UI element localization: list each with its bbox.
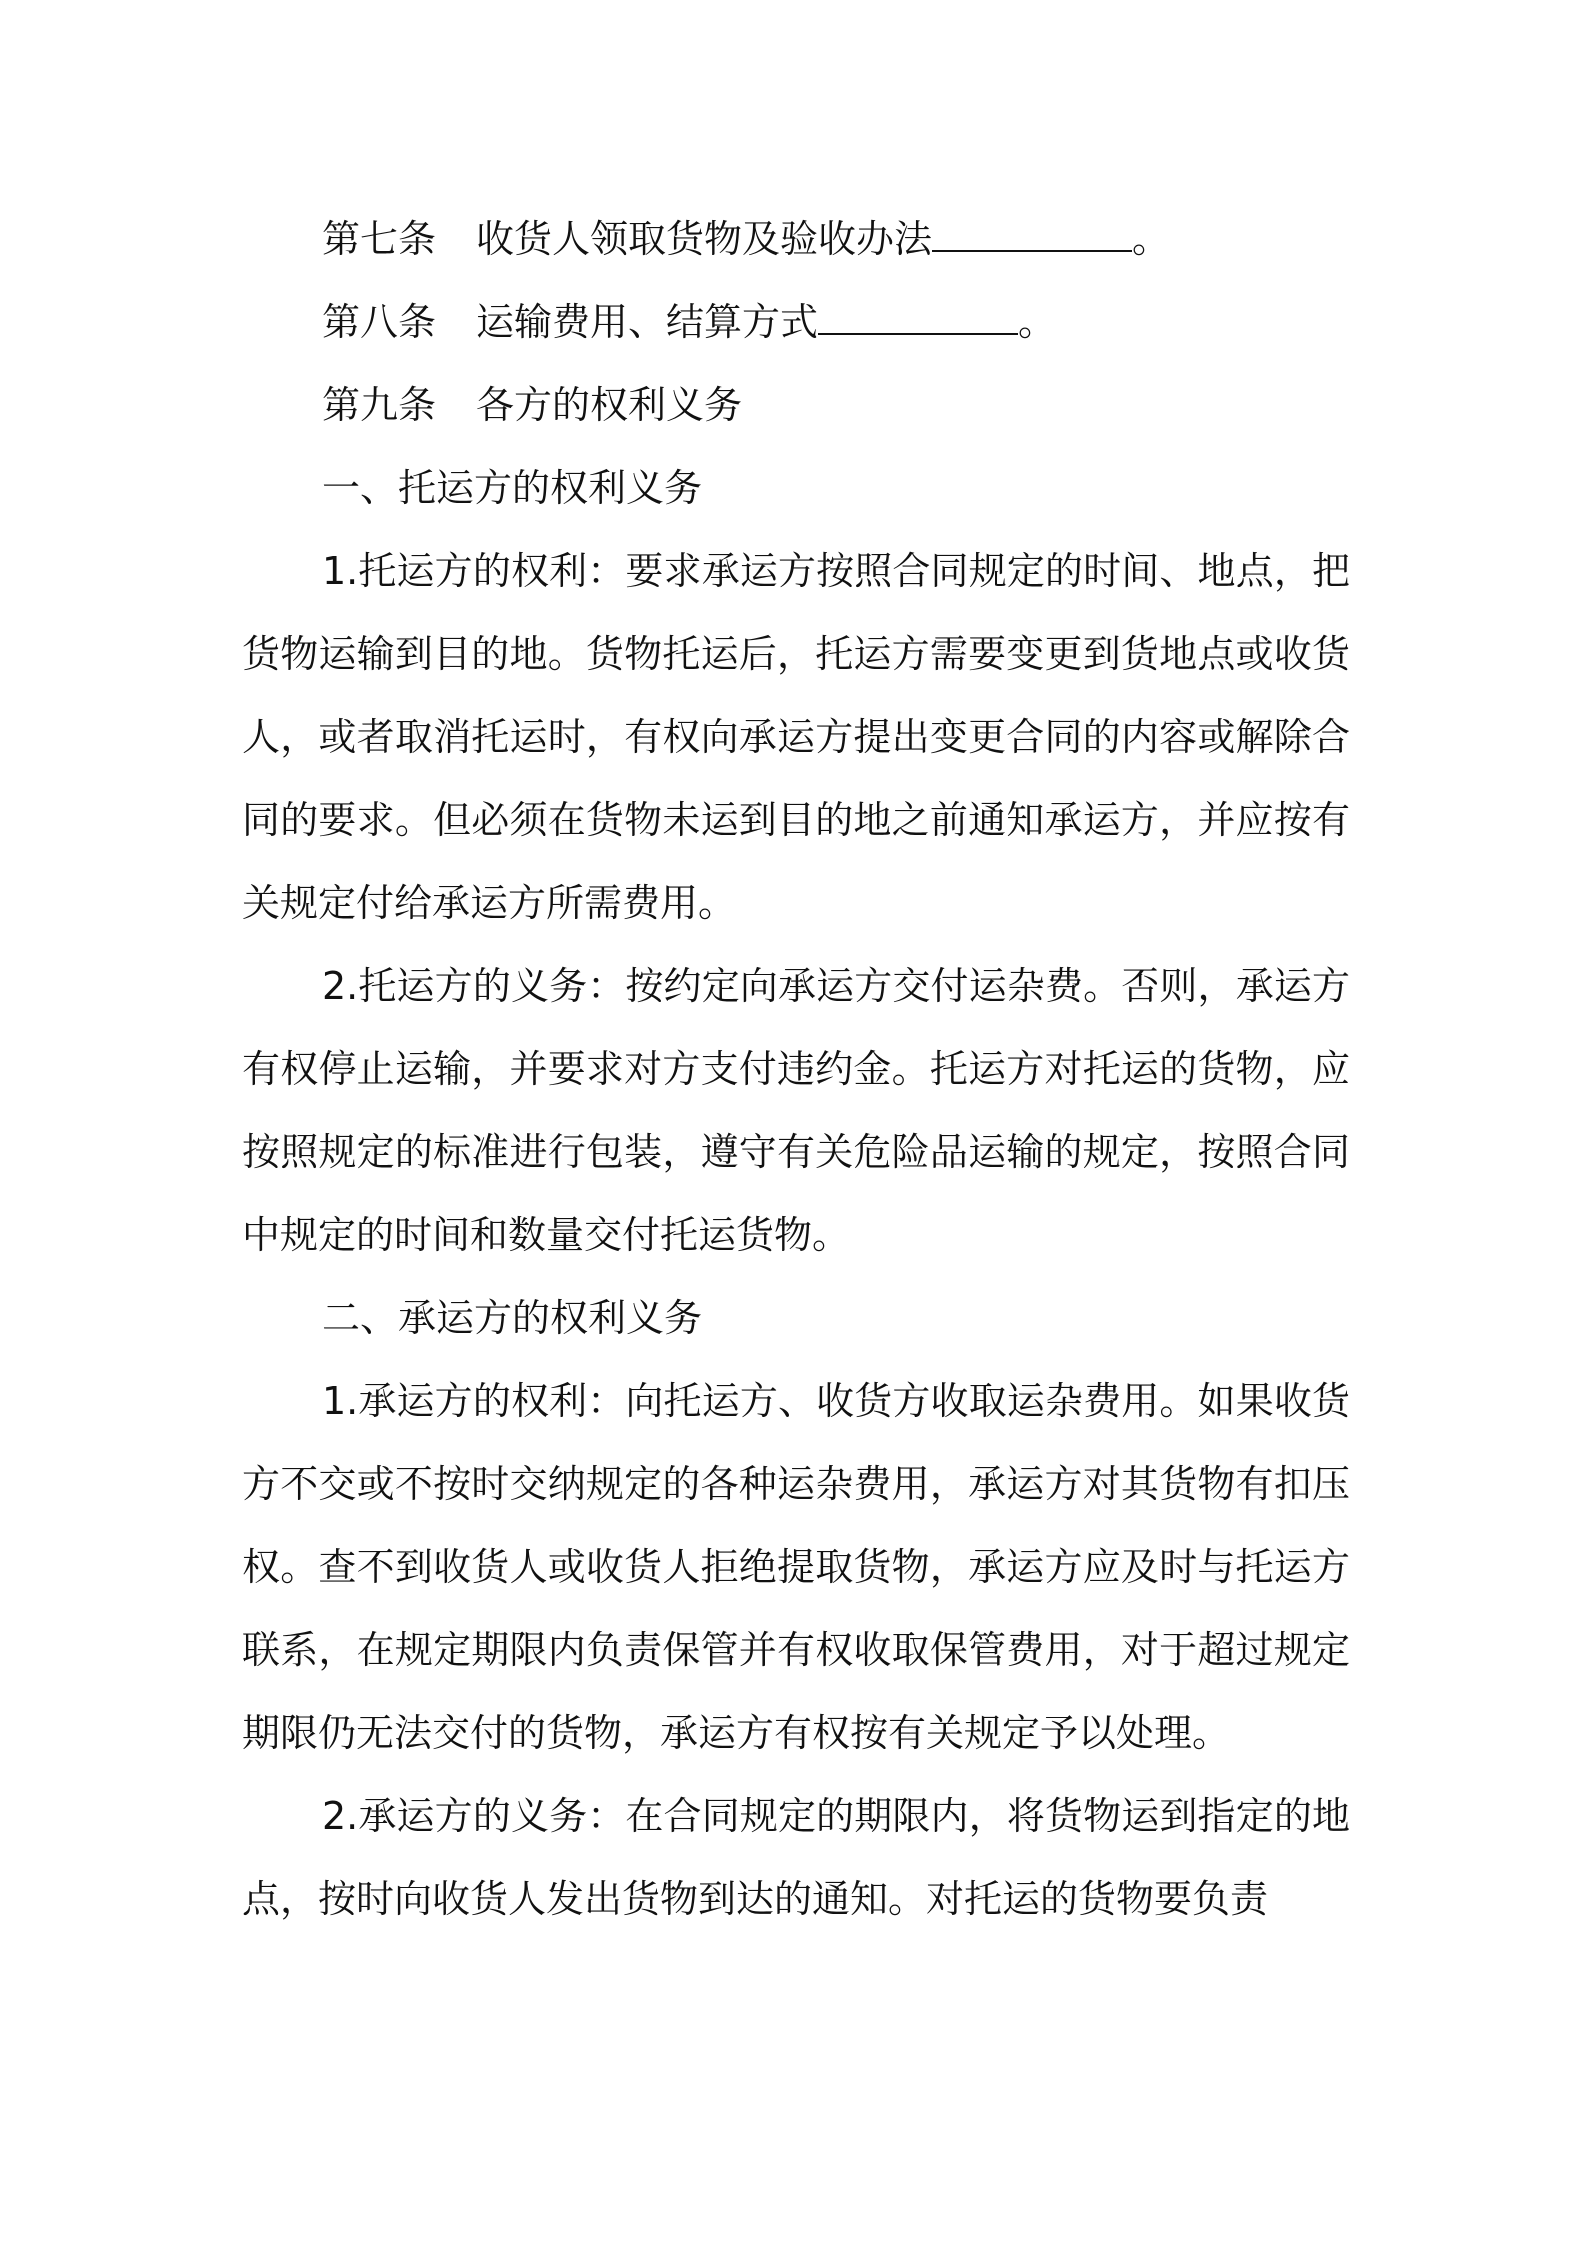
section-two-heading: 二、承运方的权利义务: [322, 1296, 703, 1340]
article-seventh-text: 收货人领取货物及验收办法: [476, 217, 933, 261]
article-eighth: [242, 281, 1350, 364]
article-ninth-label: 第九条: [322, 383, 437, 427]
section-two-item-1: 1.承运方的权利：向托运方、收货方收取运杂费用。如果收货方不交或不按时交纳规定的各种运杂费用，承运方对其货物有扣压权。查不到收货人或收货人拒绝提取货物，承运方应及时与托运方联系，在规定期限内负责保管并有权收取保管费用，对于超过规定期限仍无法交付的货物，承运方有权按有关规定予以处理。: [242, 1379, 1350, 1755]
article-seventh-label: 第七条: [322, 217, 437, 261]
article-seventh: [242, 198, 1350, 281]
section-two-item-2: 2.承运方的义务：在合同规定的期限内，将货物运到指定的地点，按时向收货人发出货物到达的通知。对托运的货物要负责: [242, 1794, 1350, 1921]
article-seventh-end: 。: [1132, 217, 1171, 261]
article-eighth-end: 。: [1018, 300, 1057, 344]
article-eighth-label: 第八条: [322, 300, 437, 344]
section-one-item-1: 1.托运方的权利：要求承运方按照合同规定的时间、地点，把货物运输到目的地。货物托运后，托运方需要变更到货地点或收货人，或者取消托运时，有权向承运方提出变更合同的内容或解除合同的要求。但必须在货物未运到目的地之前通知承运方，并应按有关规定付给承运方所需费用。: [242, 549, 1350, 925]
article-eighth-blank: [818, 303, 1018, 335]
document-page: [242, 198, 1350, 1941]
article-ninth-text: 各方的权利义务: [476, 383, 743, 427]
article-ninth: [242, 364, 1350, 447]
section-one-heading: 一、托运方的权利义务: [322, 466, 703, 510]
article-seventh-blank: [932, 220, 1132, 252]
article-eighth-text: 运输费用、结算方式: [476, 300, 819, 344]
section-one-item-2: 2.托运方的义务：按约定向承运方交付运杂费。否则，承运方有权停止运输，并要求对方支付违约金。托运方对托运的货物，应按照规定的标准进行包装，遵守有关危险品运输的规定，按照合同中规定的时间和数量交付托运货物。: [242, 964, 1350, 1257]
